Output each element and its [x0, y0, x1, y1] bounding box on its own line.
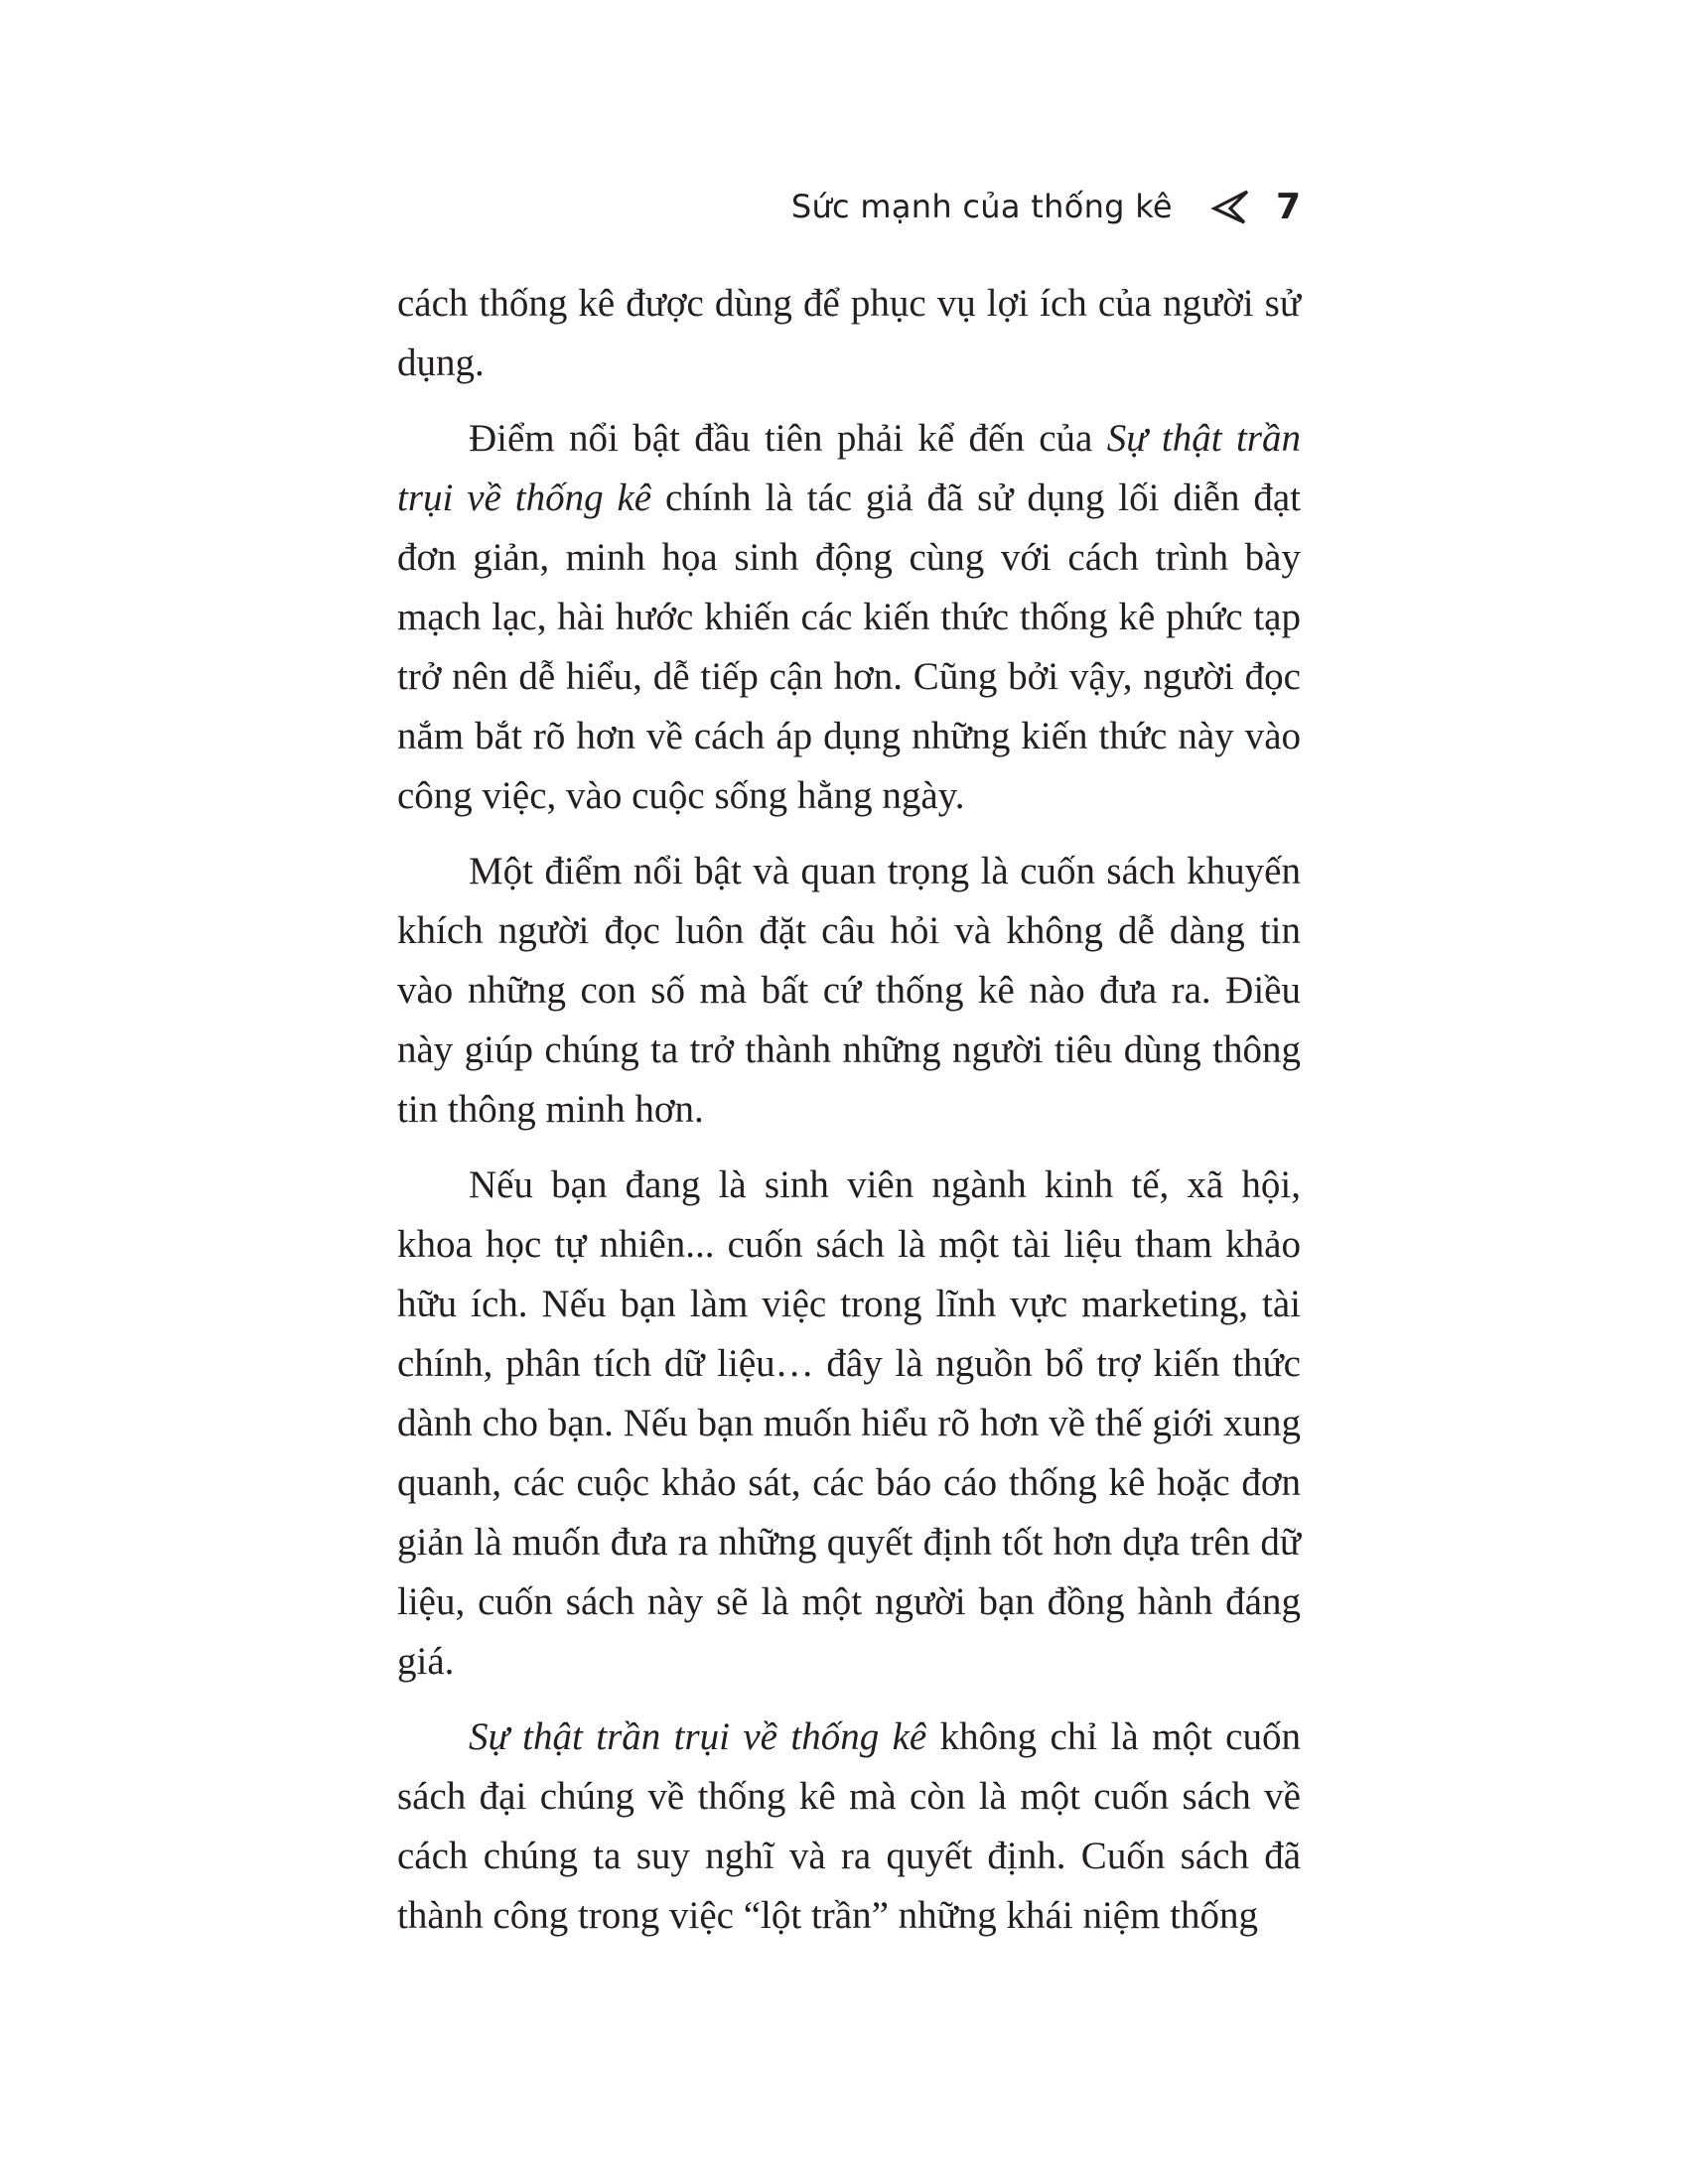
paragraph-2 [397, 409, 1301, 826]
running-header [397, 177, 1301, 236]
paragraph-text: Nếu bạn đang là sinh viên ngành kinh tế, xã hội, khoa học tự nhiên... cuốn sách là một tài liệu tham khảo hữu ích. Nếu bạn làm việc trong lĩnh vực marketing, tài chính, phân tích dữ liệu… đây là nguồn bổ trợ kiến thức dành cho bạn. Nếu bạn muốn hiểu rõ hơn về thế giới xung quanh, các cuộc khảo sát, các báo cáo thống kê hoặc đơn giản là muốn đưa ra những quyết định tốt hơn dựa trên dữ liệu, cuốn sách này sẽ là một người bạn đồng hành đáng giá. [397, 1163, 1301, 1683]
paragraph-text: không chỉ là một cuốn sách đại chúng về thống kê mà còn là một cuốn sách về cách chúng ta suy nghĩ và ra quyết định. Cuốn sách đã thành công trong việc “lột trần” những khái niệm thống [397, 1715, 1301, 1937]
arrowhead-icon [1210, 187, 1250, 226]
page-number: 7 [1275, 186, 1301, 227]
body-text [397, 274, 1301, 1946]
paragraph-text: cách thống kê được dùng để phục vụ lợi ích của người sử dụng. [397, 282, 1301, 384]
paragraph-5 [397, 1707, 1301, 1946]
paragraph-4 [397, 1156, 1301, 1692]
paragraph-text: chính là tác giả đã sử dụng lối diễn đạt đơn giản, minh họa sinh động cùng với cách trình bày mạch lạc, hài hước khiến các kiến thức thống kê phức tạp trở nên dễ hiểu, dễ tiếp cận hơn. Cũng bởi vậy, người đọc nắm bắt rõ hơn về cách áp dụng những kiến thức này vào công việc, vào cuộc sống hằng ngày. [397, 477, 1301, 817]
chapter-title: Sức mạnh của thống kê [790, 188, 1173, 225]
book-title-italic: Sự thật trần trụi về thống kê [397, 417, 1301, 519]
paragraph-text: Một điểm nổi bật và quan trọng là cuốn sách khuyến khích người đọc luôn đặt câu hỏi và không dễ dàng tin vào những con số mà bất cứ thống kê nào đưa ra. Điều này giúp chúng ta trở thành những người tiêu dùng thông tin thông minh hơn. [397, 850, 1301, 1131]
paragraph-lead: Điểm nổi bật đầu tiên phải kể đến của [469, 417, 1107, 460]
book-title-italic: Sự thật trần trụi về thống kê [469, 1715, 927, 1758]
paragraph-3 [397, 842, 1301, 1140]
paragraph-1 [397, 274, 1301, 393]
